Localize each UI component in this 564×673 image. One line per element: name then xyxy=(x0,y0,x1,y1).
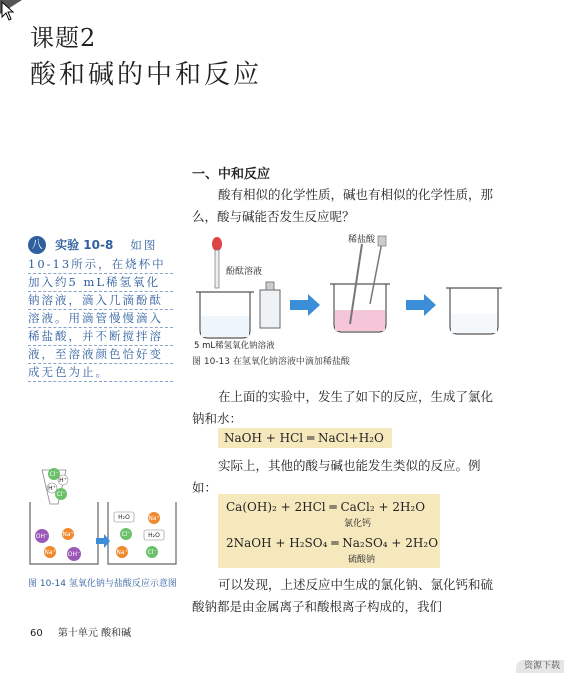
figure-10-13-illustration xyxy=(192,232,504,372)
ion-label: Cl⁻ xyxy=(147,549,157,556)
equation-naoh-hcl: NaOH + HCl ═ NaCl+H₂O xyxy=(218,428,392,448)
figure-10-14-illustration xyxy=(28,464,178,572)
paragraph-conclusion: 可以发现，上述反应中生成的氯化钠、氯化钙和硫酸钠都是由金属离子和酸根离子构成的，我们 xyxy=(192,577,494,614)
ion-label: OH⁻ xyxy=(67,551,81,558)
dropper-icon xyxy=(212,237,222,288)
experiment-line: 溶液。用滴管慢慢滴入 xyxy=(28,310,173,328)
beaker-pink xyxy=(330,236,390,332)
label-hydrochloric-acid: 稀盐酸 xyxy=(348,235,376,245)
bottle-icon xyxy=(260,282,280,328)
label-naoh-solution: 5 mL稀氢氧化钠溶液 xyxy=(194,341,275,351)
ion-label: H⁺ xyxy=(59,477,67,484)
ion-label: Cl⁻ xyxy=(121,531,131,538)
paragraph-intro: 酸有相似的化学性质，碱也有相似的化学性质，那么，酸与碱能否发生反应呢？ xyxy=(192,187,494,224)
experiment-line: 液，至溶液颜色恰好变 xyxy=(28,346,173,364)
experiment-line: 如图 xyxy=(130,238,158,252)
experiment-line: 加入约5 mL稀氢氧化 xyxy=(28,274,173,292)
beaker-colorless xyxy=(446,288,502,334)
mouse-cursor-icon xyxy=(0,0,16,22)
unit-label: 第十单元 酸和碱 xyxy=(57,628,132,639)
beaker-naoh xyxy=(196,292,254,338)
ion-label: Na⁺ xyxy=(62,531,74,538)
ion-label: Na⁺ xyxy=(116,549,128,556)
equation-box xyxy=(218,494,440,568)
experiment-line: 成无色为止。 xyxy=(28,364,173,382)
arrow-icon xyxy=(290,294,320,316)
section-heading: 一、中和反应 xyxy=(192,167,271,182)
paragraph-other-acids: 实际上，其他的酸与碱也能发生类似的反应。例如： xyxy=(192,458,481,495)
arrow-icon xyxy=(406,294,436,316)
experiment-line: 钠溶液，滴入几滴酚酞 xyxy=(28,292,173,310)
lesson-title: 酸和碱的中和反应 xyxy=(30,60,263,90)
product-name-na2so4: 硫酸钠 xyxy=(348,555,376,565)
ion-label: H₂O xyxy=(118,514,130,521)
page-number: 60 xyxy=(30,628,43,639)
experiment-icon: 八 xyxy=(28,236,46,254)
ion-label: OH⁻ xyxy=(35,533,49,540)
equation-naoh-h2so4: 2NaOH + H₂SO₄ ═ Na₂SO₄ + 2H₂O xyxy=(226,536,439,550)
page-footer xyxy=(30,624,131,639)
paragraph-reaction: 在上面的实验中，发生了如下的反应，生成了氯化钠和水： xyxy=(192,389,494,426)
experiment-line: 10-13所示，在烧杯中 xyxy=(28,256,173,274)
ion-label: Cl⁻ xyxy=(56,491,66,498)
equation-caoh2-hcl: Ca(OH)₂ + 2HCl ═ CaCl₂ + 2H₂O xyxy=(226,500,426,514)
label-phenolphthalein: 酚酞溶液 xyxy=(226,267,263,277)
product-name-cacl2: 氯化钙 xyxy=(344,519,372,529)
experiment-line: 稀盐酸，并不断搅拌溶 xyxy=(28,328,173,346)
ion-label: H⁺ xyxy=(48,485,56,492)
figure-10-14-caption: 图 10-14 氢氧化钠与盐酸反应示意图 xyxy=(28,579,177,589)
resource-download-tab[interactable]: 资源下载 xyxy=(516,660,564,673)
lesson-number: 课题2 xyxy=(30,24,97,52)
ion-label: Na⁺ xyxy=(148,515,160,522)
experiment-title: 实验 10-8 xyxy=(55,238,114,252)
ion-label: Cl⁻ xyxy=(49,471,59,478)
experiment-box xyxy=(28,234,173,382)
figure-10-13-caption: 图 10-13 在氢氧化钠溶液中滴加稀盐酸 xyxy=(192,357,350,367)
ion-label: Na⁺ xyxy=(44,549,56,556)
ion-label: H₂O xyxy=(148,532,160,539)
experiment-text xyxy=(28,256,173,382)
